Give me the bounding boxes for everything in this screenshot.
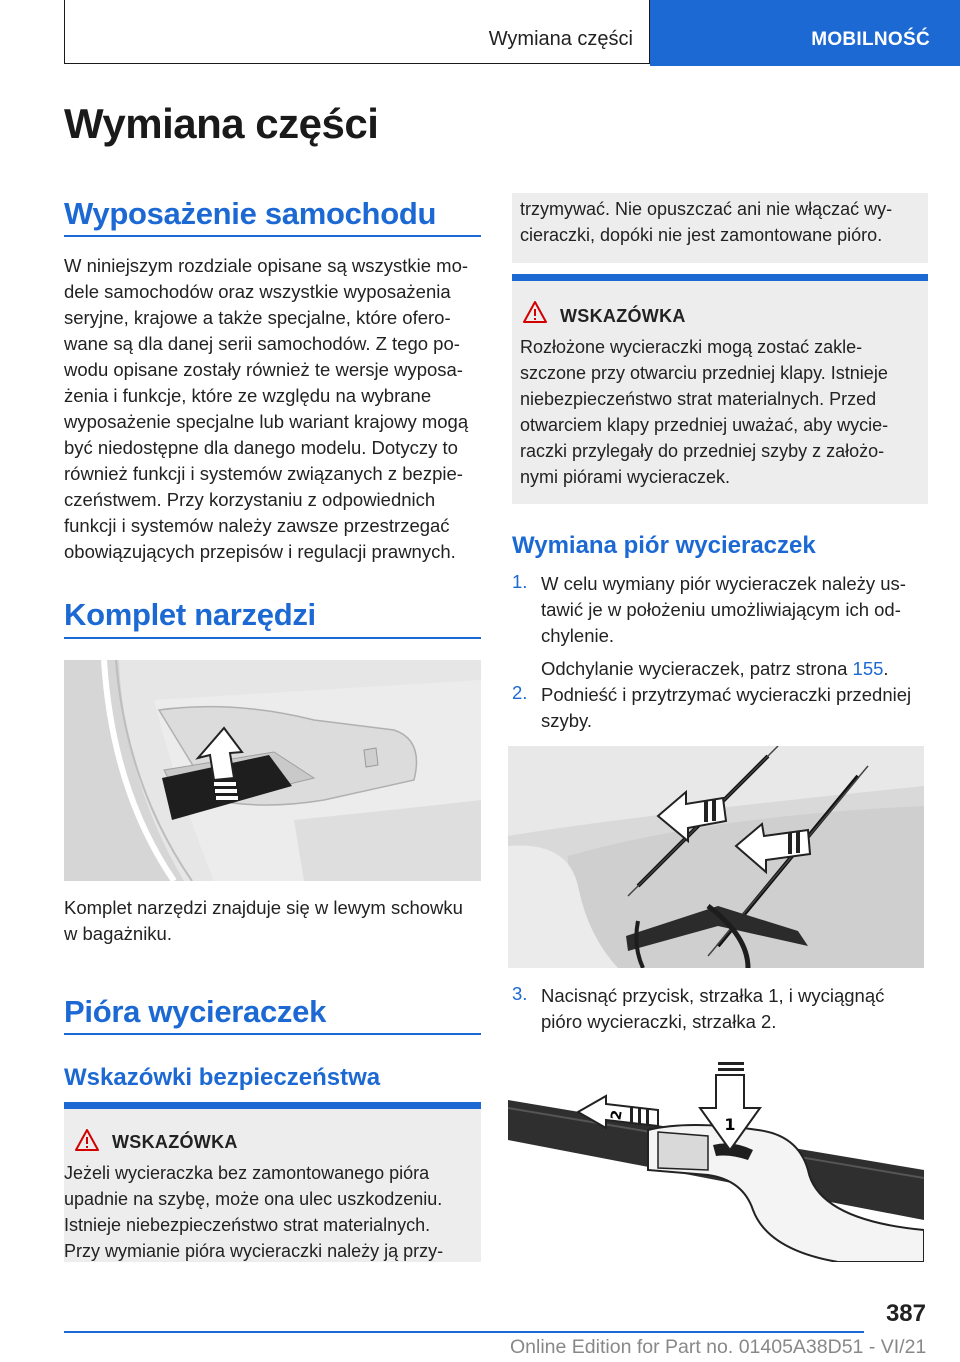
text-line: również funkcji i systemów związanych z bezpie‐ bbox=[64, 463, 463, 484]
arrow-label-1: 1 bbox=[724, 1115, 736, 1134]
trunk-compartment-drawing bbox=[64, 660, 481, 881]
warning-text bbox=[520, 334, 928, 490]
step-text bbox=[541, 983, 928, 1035]
text-line: Nacisnąć przycisk, strzałka 1, i wyciągnąć bbox=[541, 985, 885, 1006]
text-line: funkcji i systemów należy zawsze przestrzegać bbox=[64, 515, 450, 536]
page-reference bbox=[541, 656, 928, 682]
text-line: trzymywać. Nie opuszczać ani nie włączać wy‐ bbox=[520, 199, 893, 219]
warning-bar bbox=[64, 1102, 481, 1109]
text-line: Komplet narzędzi znajduje się w lewym schowku bbox=[64, 897, 463, 918]
text-line: W celu wymiany piór wycieraczek należy us‐ bbox=[541, 573, 906, 594]
warning-box-continued bbox=[512, 193, 928, 263]
page-reference-link[interactable]: 155 bbox=[852, 658, 884, 679]
text-line: szyby. bbox=[541, 710, 593, 731]
footer-edition: Online Edition for Part no. 01405A38D51 - VI/21 bbox=[510, 1336, 927, 1358]
warning-triangle-icon bbox=[74, 1128, 100, 1152]
text-line: otwarciem klapy przedniej uważać, aby wycie‐ bbox=[520, 415, 889, 435]
page-title: Wymiana części bbox=[64, 100, 379, 147]
equipment-paragraph bbox=[64, 253, 481, 565]
text-line: Rozłożone wycieraczki mogą zostać zakle‐ bbox=[520, 337, 863, 357]
wipers-heading: Pióra wycieraczek bbox=[64, 994, 327, 1029]
wipers-raised-illustration bbox=[508, 746, 924, 968]
equipment-heading: Wyposażenie samochodu bbox=[64, 196, 437, 231]
toolkit-caption bbox=[64, 895, 481, 947]
text-line: W niniejszym rozdziale opisane są wszystkie mo‐ bbox=[64, 255, 469, 276]
step-number: 2. bbox=[512, 682, 528, 703]
text-line: seryjne, krajowe a także specjalne, które ofero‐ bbox=[64, 307, 451, 328]
safety-subheading: Wskazówki bezpieczeństwa bbox=[64, 1064, 381, 1091]
text-line: wyposażenie specjalne lub wariant krajowy mogą bbox=[64, 411, 469, 432]
wipers-heading-rule bbox=[64, 1033, 481, 1035]
text-line: pióro wycieraczki, strzałka 2. bbox=[541, 1011, 777, 1032]
step-text bbox=[541, 571, 928, 682]
replace-wipers-subheading: Wymiana piór wycieraczek bbox=[512, 532, 816, 559]
footer-rule bbox=[64, 1331, 864, 1333]
text-line: raczki przylegały do przedniej szyby z założo‐ bbox=[520, 441, 885, 461]
warning-triangle-icon bbox=[522, 300, 548, 324]
text-line: Podnieść i przytrzymać wycieraczki przedniej bbox=[541, 684, 912, 705]
step-text bbox=[541, 682, 928, 734]
warning-box bbox=[512, 274, 928, 504]
step-number: 1. bbox=[512, 571, 528, 592]
text-line: wodu opisane zostały również te wersje wyposa‐ bbox=[64, 359, 463, 380]
page-number: 387 bbox=[885, 1300, 926, 1327]
text-line: Istnieje niebezpieczeństwo strat materialnych. bbox=[64, 1215, 431, 1235]
header-chapter-tab[interactable] bbox=[650, 0, 960, 66]
text-line: być niedostępne dla danego modelu. Dotyczy to bbox=[64, 437, 458, 458]
step-number: 3. bbox=[512, 983, 528, 1004]
header-frame bbox=[64, 0, 650, 64]
text-line: upadnie na szybę, może ona ulec uszkodzeniu. bbox=[64, 1189, 443, 1209]
text-line: czeństwem. Przy korzystaniu z odpowiednich bbox=[64, 489, 436, 510]
warning-label: WSKAZÓWKA bbox=[560, 306, 686, 326]
text-line: w bagażniku. bbox=[64, 923, 172, 944]
wiper-blade-release-illustration bbox=[508, 1060, 924, 1262]
warning-text bbox=[64, 1160, 481, 1264]
reference-end: . bbox=[883, 658, 889, 679]
header-section-title: Wymiana części bbox=[488, 28, 633, 50]
text-line: chylenie. bbox=[541, 625, 615, 646]
warning-box bbox=[64, 1102, 481, 1262]
text-line: Przy wymianie pióra wycieraczki należy ją przy‐ bbox=[64, 1241, 444, 1261]
text-line: obowiązujących przepisów i regulacji prawnych. bbox=[64, 541, 456, 562]
windshield-wipers-drawing bbox=[508, 746, 924, 968]
warning-label: WSKAZÓWKA bbox=[112, 1132, 238, 1152]
equipment-heading-rule bbox=[64, 235, 481, 237]
arrow-label-2: 2 bbox=[608, 1108, 626, 1122]
text-line: wane są dla danej serii samochodów. Z tego po‐ bbox=[64, 333, 460, 354]
wiper-blade-drawing bbox=[508, 1060, 924, 1262]
text-line: Jeżeli wycieraczka bez zamontowanego pióra bbox=[64, 1163, 430, 1183]
toolkit-illustration bbox=[64, 660, 481, 881]
text-line: cieraczki, dopóki nie jest zamontowane pióro. bbox=[520, 225, 883, 245]
toolkit-heading: Komplet narzędzi bbox=[64, 597, 316, 632]
text-line: tawić je w położeniu umożliwiającym ich od‐ bbox=[541, 599, 901, 620]
text-line: szczone przy otwarciu przedniej klapy. Istnieje bbox=[520, 363, 888, 383]
text-line: niebezpieczeństwo strat materialnych. Przed bbox=[520, 389, 877, 409]
header-chapter-label: MOBILNOŚĆ bbox=[811, 29, 930, 50]
text-line: dele samochodów oraz wszystkie wyposażenia bbox=[64, 281, 451, 302]
text-line: żenia i funkcje, które ze względu na wybrane bbox=[64, 385, 432, 406]
toolkit-heading-rule bbox=[64, 637, 481, 639]
warning-text bbox=[520, 196, 928, 248]
warning-bar bbox=[512, 274, 928, 281]
reference-text: Odchylanie wycieraczek, patrz strona bbox=[541, 658, 853, 679]
text-line: nymi piórami wycieraczek. bbox=[520, 467, 731, 487]
